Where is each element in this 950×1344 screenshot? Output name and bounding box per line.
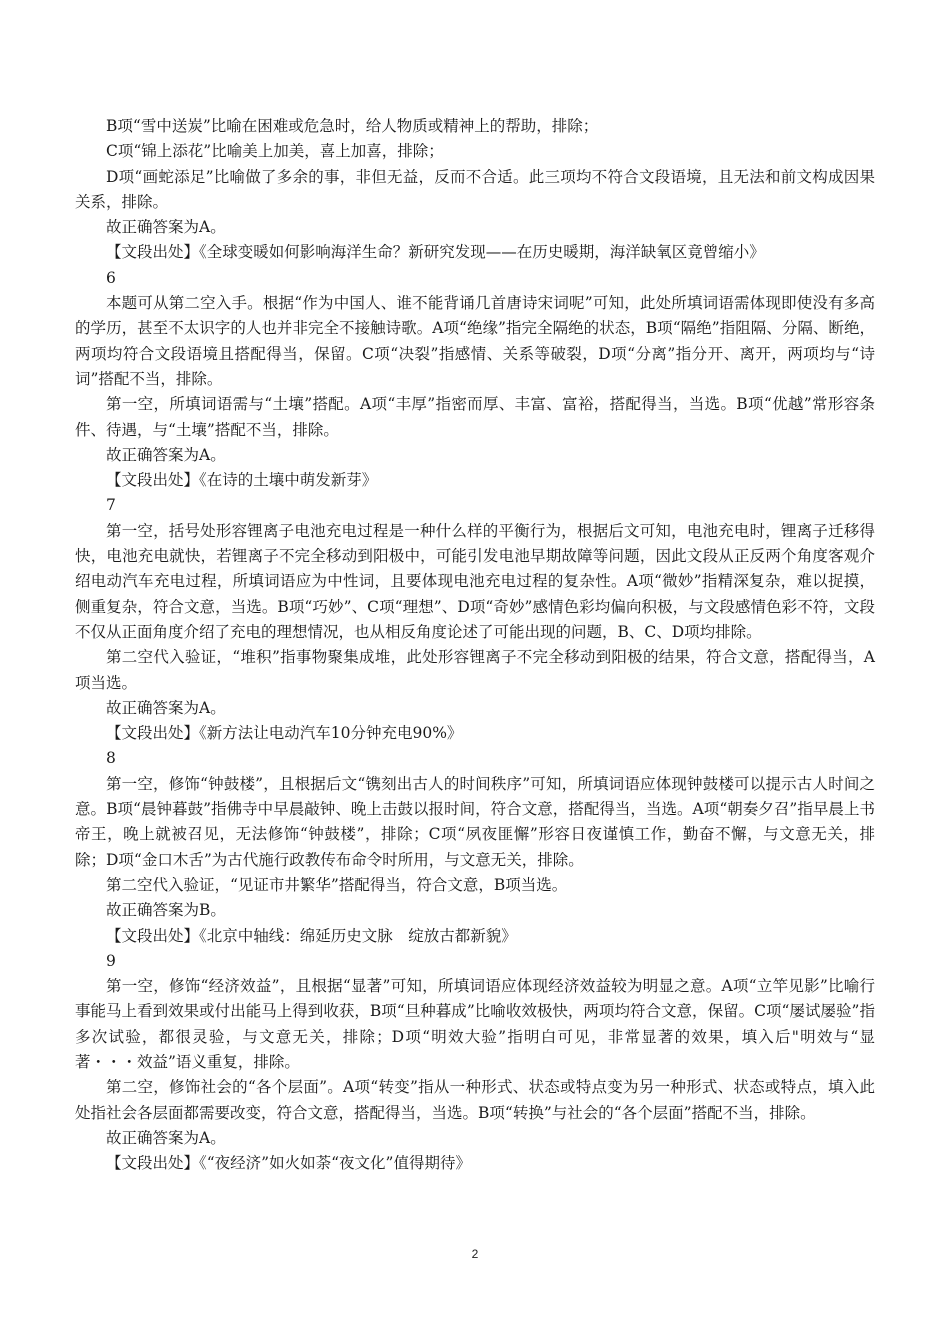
paragraph: C项“锦上添花”比喻美上加美，喜上加喜，排除； — [106, 142, 444, 161]
paragraph: 第二空，修饰社会的“各个层面”。A项“转变”指从一种形式、状态或特点变为另一种形式、状态或特点，填入此处指社会各层面都需要改变，符合文意，搭配得当，当选。B项“转换”与社会的“各个层面”搭配不当，排除。 — [75, 1078, 875, 1122]
answer-line: 故正确答案为A。 — [106, 218, 226, 237]
paragraph: 第一空，所填词语需与“土壤”搭配。A项“丰厚”指密而厚、丰富、富裕，搭配得当，当选。B项“优越”常形容条件、待遇，与“土壤”搭配不当，排除。 — [75, 395, 875, 439]
question-number: 6 — [106, 268, 116, 287]
source-citation: 【文段出处】《在诗的土壤中萌发新芽》 — [106, 471, 378, 490]
answer-line: 故正确答案为A。 — [106, 1128, 226, 1147]
question-number: 8 — [106, 749, 116, 768]
paragraph: D项“画蛇添足”比喻做了多余的事，非但无益，反而不合适。此三项均不符合文段语境，且无法和前文构成因果关系，排除。 — [75, 167, 875, 211]
paragraph: 第二空代入验证，“见证市井繁华”搭配得当，符合文意，B项当选。 — [106, 875, 568, 894]
page-number: 2 — [471, 1247, 479, 1261]
question-number: 7 — [106, 496, 116, 515]
source-citation: 【文段出处】《全球变暖如何影响海洋生命？新研究发现——在历史暖期，海洋缺氧区竟曾缩小》 — [106, 243, 765, 262]
answer-line: 故正确答案为A。 — [106, 445, 226, 464]
page-body — [75, 114, 875, 1176]
source-citation: 【文段出处】《北京中轴线：绵延历史文脉 绽放古都新貌》 — [106, 926, 517, 945]
paragraph: 第一空，括号处形容锂离子电池充电过程是一种什么样的平衡行为，根据后文可知，电池充电时，锂离子迁移得快，电池充电就快，若锂离子不完全移动到阳极中，可能引发电池早期故障等问题，因此文段从正反两个角度客观介绍电动汽车充电过程，所填词语应为中性词，且要体现电池充电过程的复杂性。A项“微妙”指精深复杂，难以捉摸，侧重复杂，符合文意，当选。B项“巧妙”、C项“理想”、D项“奇妙”感情色彩均偏向积极，与文段感情色彩不符，文段不仅从正面角度介绍了充电的理想情况，也从相反角度论述了可能出现的问题，B、C、D项均排除。 — [75, 521, 875, 641]
source-citation: 【文段出处】《“夜经济”如火如荼“夜文化”值得期待》 — [106, 1154, 471, 1173]
paragraph: B项“雪中送炭”比喻在困难或危急时，给人物质或精神上的帮助，排除； — [106, 117, 599, 135]
paragraph: 第一空，修饰“经济效益”，且根据“显著”可知，所填词语应体现经济效益较为明显之意。A项“立竿见影”比喻行事能马上看到效果或付出能马上得到收获，B项“旦种暮成”比喻收效极快，两项均符合文意，保留。C项“屡试屡验”指多次试验，都很灵验，与文意无关，排除；D项“明效大验”指明白可见，非常显著的效果，填入后"明效与“显著・・・效益”语义重复，排除。 — [75, 977, 875, 1071]
paragraph: 第一空，修饰“钟鼓楼”，且根据后文“镌刻出古人的时间秩序”可知，所填词语应体现钟鼓楼可以提示古人时间之意。B项“晨钟暮鼓”指佛寺中早晨敲钟、晚上击鼓以报时间，符合文意，搭配得当，当选。A项“朝奏夕召”指早晨上书帝王，晚上就被召见，无法修饰“钟鼓楼”，排除；C项“夙夜匪懈”形容日夜谨慎工作，勤奋不懈，与文意无关，排除；D项“金口木舌”为古代施行政教传布命令时所用，与文意无关，排除。 — [75, 774, 875, 869]
source-citation: 【文段出处】《新方法让电动汽车10分钟充电90%》 — [106, 724, 463, 743]
question-number: 9 — [106, 951, 116, 970]
paragraph: 本题可从第二空入手。根据“作为中国人、谁不能背诵几首唐诗宋词呢”可知，此处所填词语需体现即使没有多高的学历，甚至不太识字的人也并非完全不接触诗歌。A项“绝缘”指完全隔绝的状态，B项“隔绝”指阻隔、分隔、断绝，两项均符合文段语境且搭配得当，保留。C项“决裂”指感情、关系等破裂，D项“分离”指分开、离开，两项均与“诗词”搭配不当，排除。 — [75, 294, 875, 388]
answer-line: 故正确答案为A。 — [106, 698, 226, 717]
paragraph: 第二空代入验证，“堆积”指事物聚集成堆，此处形容锂离子不完全移动到阳极的结果，符合文意，搭配得当，A项当选。 — [75, 648, 875, 692]
answer-line: 故正确答案为B。 — [106, 901, 226, 920]
